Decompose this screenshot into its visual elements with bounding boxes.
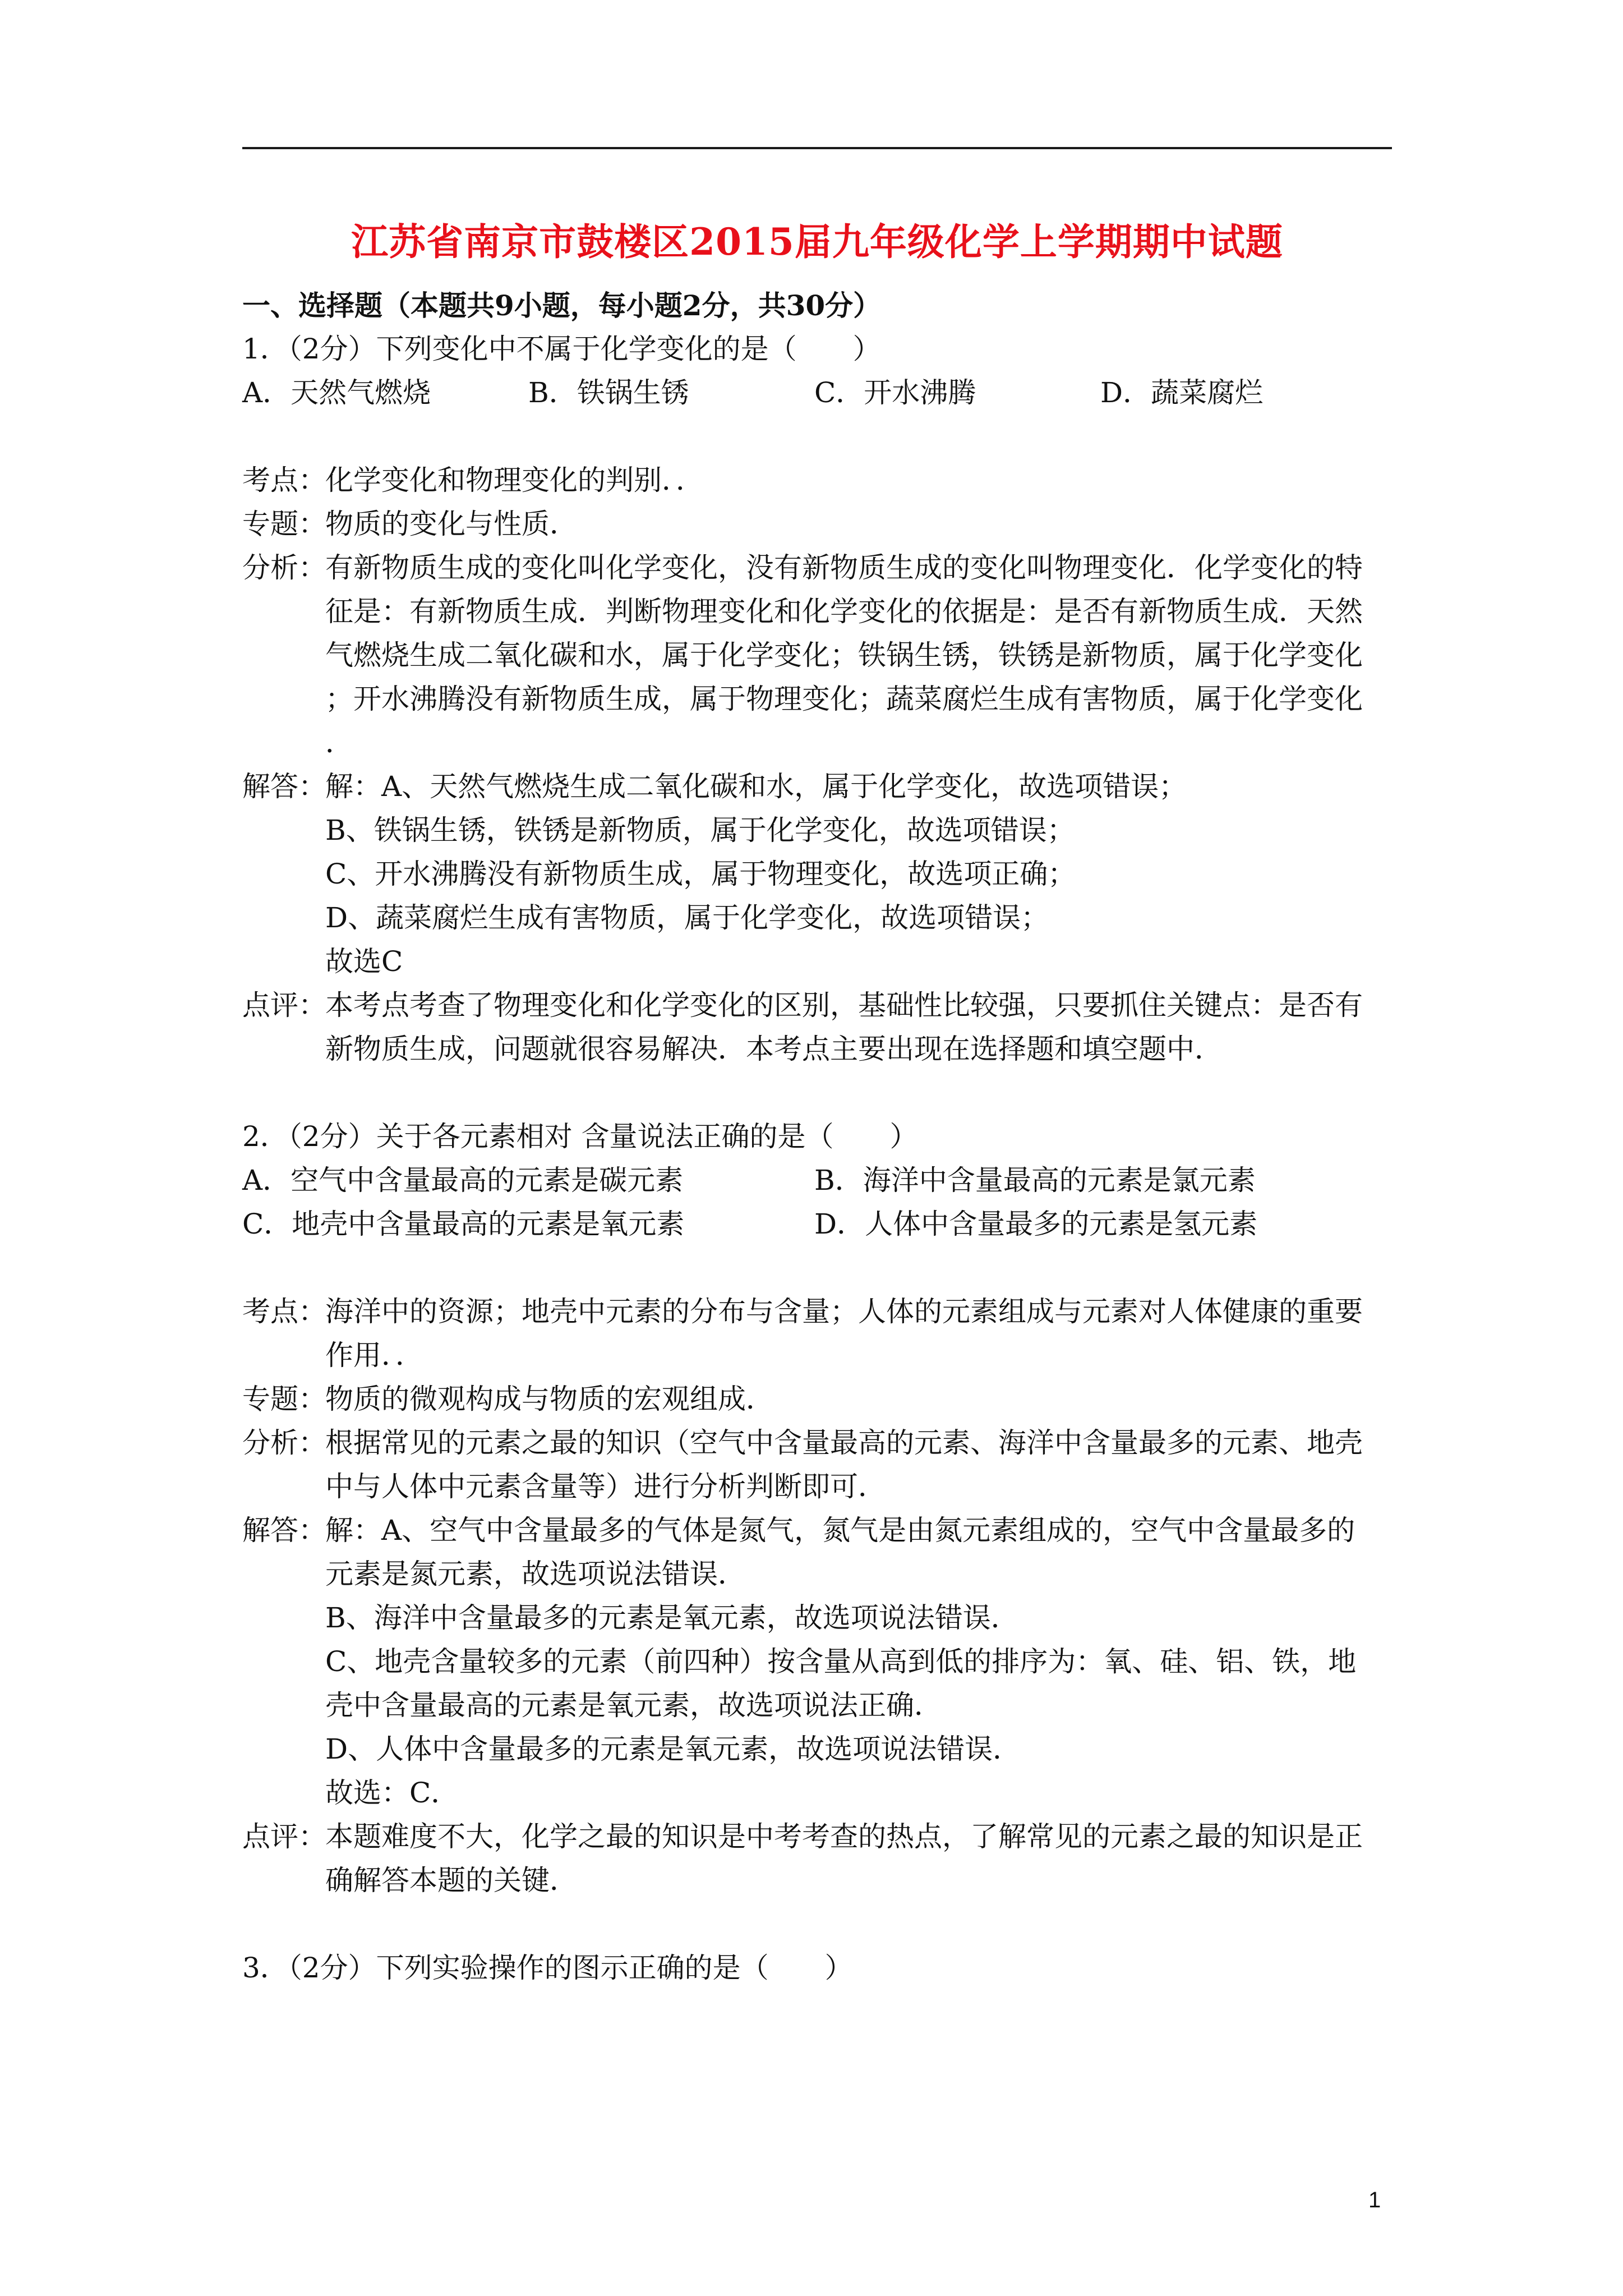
analysis-text: B、铁锅生锈，铁锈是新物质，属于化学变化，故选项错误；: [325, 814, 1075, 846]
analysis-label: 点评：: [242, 1820, 326, 1853]
question-1: [242, 327, 1398, 1990]
analysis-text: 化学变化和物理变化的判别．．: [325, 464, 704, 496]
options-row: [242, 1158, 1398, 1202]
question-stem: 2．（2分）关于各元素相对 含量说法正确的是（ ）: [242, 1120, 918, 1153]
analysis-text: 确解答本题的关键．: [325, 1864, 578, 1897]
analysis-text: 故选：C．: [325, 1777, 459, 1809]
option-d: D．人体中含量最多的元素是氢元素: [814, 1208, 1258, 1240]
analysis-text: ；开水沸腾没有新物质生成，属于物理变化；蔬菜腐烂生成有害物质，属于化学变化: [325, 683, 1363, 715]
analysis-label: 专题：: [242, 1383, 326, 1415]
analysis-text: 征是：有新物质生成．判断物理变化和化学变化的依据是：是否有新物质生成．天然: [325, 595, 1363, 628]
analysis-text: 解：A、天然气燃烧生成二氧化碳和水，属于化学变化，故选项错误；: [325, 770, 1187, 803]
analysis-text: 元素是氮元素，故选项说法错误．: [325, 1558, 746, 1590]
analysis-label: 专题：: [242, 508, 326, 540]
analysis-kaodian: [242, 458, 1398, 502]
analysis-text: 本考点考查了物理变化和化学变化的区别，基础性比较强，只要抓住关键点：是否有: [325, 989, 1363, 1022]
header-rule: [242, 147, 1392, 149]
analysis-text: 本题难度不大，化学之最的知识是中考考查的热点，了解常见的元素之最的知识是正: [325, 1820, 1363, 1853]
question-stem: 1．（2分）下列变化中不属于化学变化的是（ ）: [242, 333, 881, 365]
analysis-fenxi: [242, 1421, 1398, 1508]
analysis-zhuanti: [242, 1377, 1398, 1421]
analysis-label: 解答：: [242, 1514, 326, 1547]
page-title: 江苏省南京市鼓楼区2015届九年级化学上学期期中试题: [351, 220, 1283, 264]
analysis-dianping: [242, 1815, 1398, 1902]
analysis-label: 解答：: [242, 770, 326, 803]
analysis-text: 作用．．: [325, 1339, 423, 1372]
option-b: B．海洋中含量最高的元素是氯元素: [814, 1164, 1256, 1197]
analysis-text: D、蔬菜腐烂生成有害物质，属于化学变化，故选项错误；: [325, 901, 1049, 934]
analysis-text: C、地壳含量较多的元素（前四种）按含量从高到低的排序为：氧、硅、铝、铁，地: [325, 1645, 1357, 1678]
option-c: C．开水沸腾: [814, 376, 976, 409]
option-a: A．天然气燃烧: [242, 376, 431, 409]
options-row: [242, 371, 1398, 415]
analysis-text: 故选C: [325, 945, 403, 978]
analysis-kaodian: [242, 1290, 1398, 1377]
analysis-text: 中与人体中元素含量等）进行分析判断即可．: [325, 1470, 886, 1503]
option-b: B．铁锅生锈: [528, 376, 689, 409]
option-a: A．空气中含量最高的元素是碳元素: [242, 1164, 684, 1197]
analysis-text: B、海洋中含量最多的元素是氧元素，故选项说法错误．: [325, 1602, 1019, 1634]
analysis-text: 气燃烧生成二氧化碳和水，属于化学变化；铁锅生锈，铁锈是新物质，属于化学变化: [325, 639, 1363, 671]
analysis-label: 分析：: [242, 1427, 326, 1459]
analysis-jieda: [242, 1508, 1398, 1815]
page-number: 1: [1368, 2188, 1381, 2212]
analysis-text: ．: [325, 726, 353, 759]
analysis-jieda: [242, 765, 1398, 983]
option-d: D．蔬菜腐烂: [1100, 376, 1264, 409]
analysis-dianping: [242, 983, 1398, 1071]
analysis-text: C、开水沸腾没有新物质生成，属于物理变化，故选项正确；: [325, 858, 1076, 890]
analysis-text: D、人体中含量最多的元素是氧元素，故选项说法错误．: [325, 1733, 1021, 1765]
question-2: [242, 1115, 1398, 1946]
question-stem: 3．（2分）下列实验操作的图示正确的是（ ）: [242, 1952, 853, 1984]
analysis-text: 壳中含量最高的元素是氧元素，故选项说法正确．: [325, 1689, 942, 1722]
analysis-text: 物质的微观构成与物质的宏观组成．: [325, 1383, 774, 1415]
analysis-label: 考点：: [242, 464, 326, 496]
analysis-text: 有新物质生成的变化叫化学变化，没有新物质生成的变化叫物理变化．化学变化的特: [325, 551, 1363, 584]
analysis-fenxi: [242, 546, 1398, 765]
analysis-label: 分析：: [242, 551, 326, 584]
analysis-text: 新物质生成，问题就很容易解决．本考点主要出现在选择题和填空题中．: [325, 1033, 1223, 1065]
analysis-text: 海洋中的资源；地壳中元素的分布与含量；人体的元素组成与元素对人体健康的重要: [325, 1295, 1363, 1328]
options-row: [242, 1202, 1398, 1246]
analysis-text: 物质的变化与性质．: [325, 508, 578, 540]
analysis-text: 根据常见的元素之最的知识（空气中含量最高的元素、海洋中含量最多的元素、地壳: [325, 1427, 1363, 1459]
analysis-label: 考点：: [242, 1295, 326, 1328]
analysis-zhuanti: [242, 502, 1398, 546]
option-c: C．地壳中含量最高的元素是氧元素: [242, 1208, 685, 1240]
section-heading: 一、选择题（本题共9小题，每小题2分，共30分）: [242, 289, 882, 322]
analysis-text: 解：A、空气中含量最多的气体是氮气，氮气是由氮元素组成的，空气中含量最多的: [325, 1514, 1355, 1547]
question-3: [242, 1946, 1398, 1990]
analysis-label: 点评：: [242, 989, 326, 1022]
